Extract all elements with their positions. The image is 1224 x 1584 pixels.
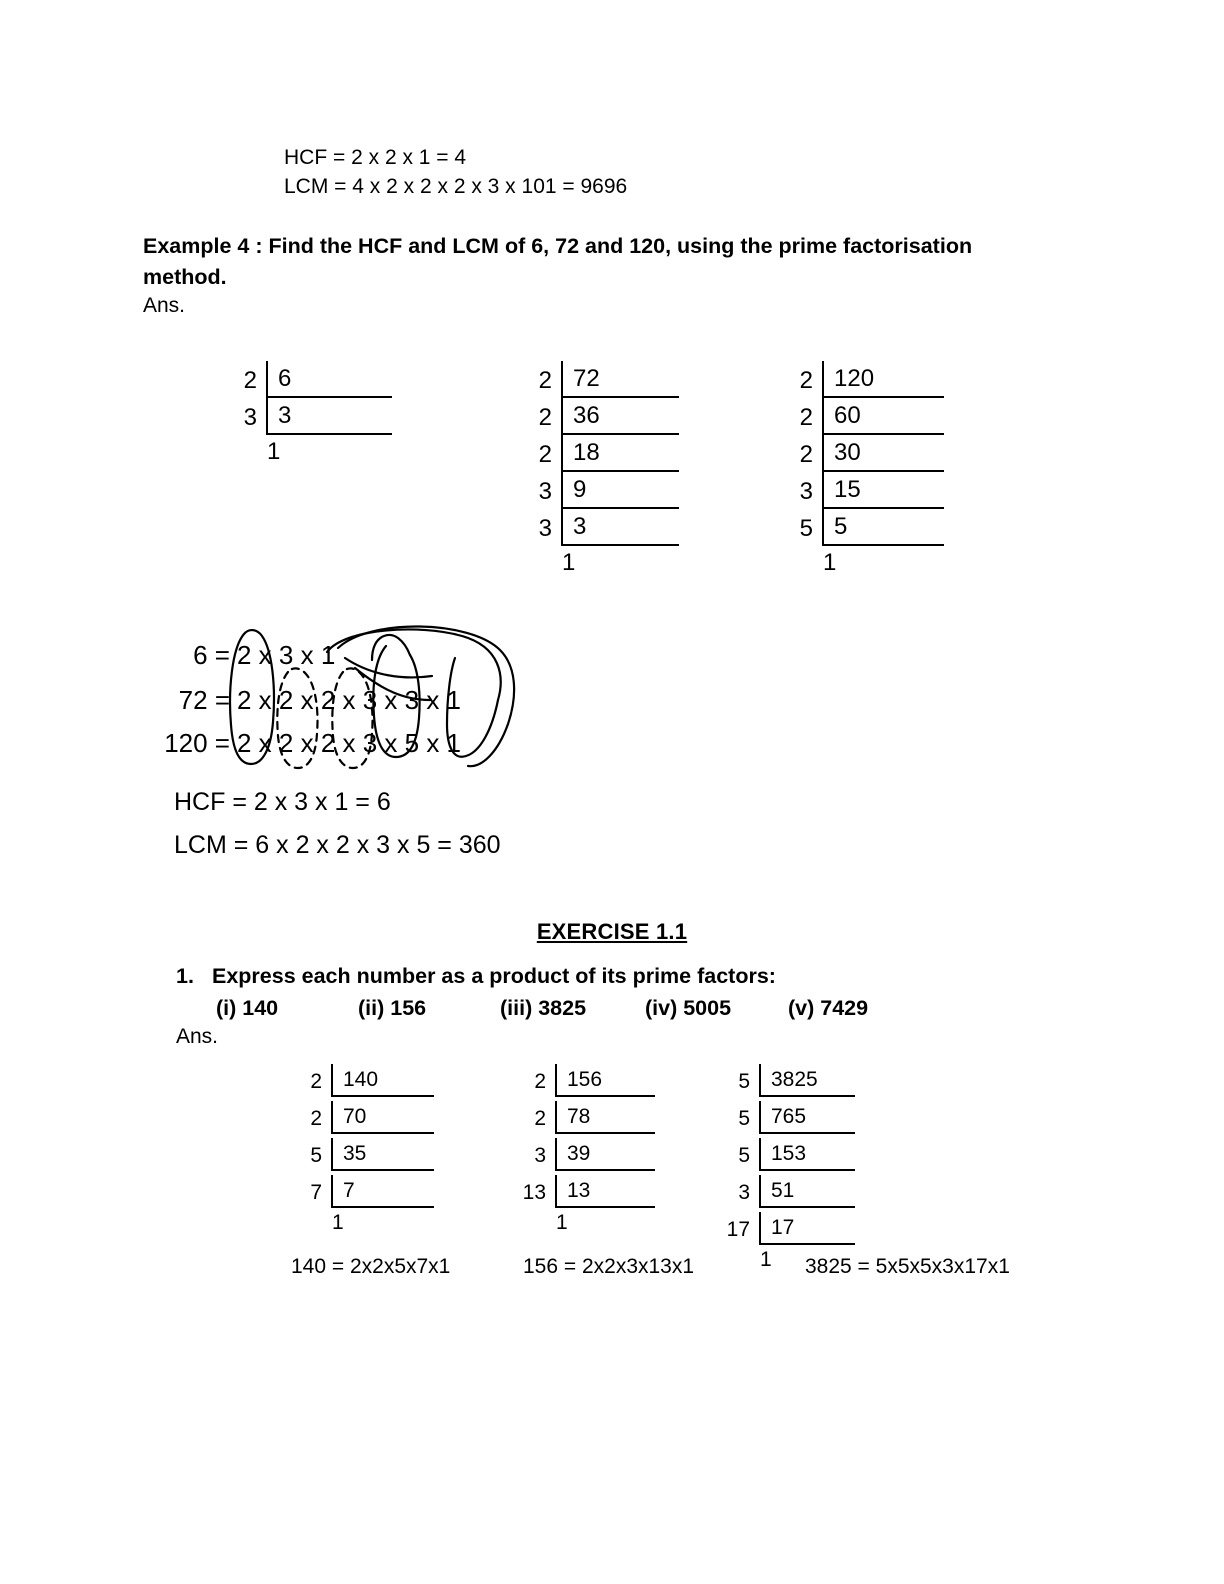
ladder-row bbox=[712, 1134, 856, 1171]
ladder-row bbox=[712, 1208, 856, 1245]
ladder-quotient: 70 bbox=[331, 1101, 434, 1134]
ladder-row bbox=[712, 1060, 856, 1097]
ladder-quotient: 51 bbox=[759, 1175, 855, 1208]
ladder-divisor: 13 bbox=[522, 1181, 546, 1204]
ladder-row bbox=[508, 1060, 656, 1097]
ladder-terminal: 1 bbox=[760, 1248, 772, 1271]
fact-label-120: 120 = bbox=[164, 728, 230, 758]
ladder-divisor: 3 bbox=[538, 515, 552, 542]
question-text: Express each number as a product of its prime factors: bbox=[212, 964, 776, 988]
ladder-divisor: 2 bbox=[799, 404, 813, 431]
ladder-row bbox=[787, 435, 945, 472]
ladder-row bbox=[296, 1097, 435, 1134]
ladder-quotient: 153 bbox=[759, 1138, 855, 1171]
ladder-row bbox=[787, 472, 945, 509]
ladder-row bbox=[231, 398, 393, 435]
question-item-iv: (iv) 5005 bbox=[645, 996, 732, 1020]
product-line-3825: 3825 = 5x5x5x3x17x1 bbox=[805, 1255, 1010, 1278]
ladder-row bbox=[787, 509, 945, 546]
exercise-ans-label: Ans. bbox=[176, 1025, 219, 1048]
ladder-row bbox=[508, 1097, 656, 1134]
ladder-quotient: 39 bbox=[555, 1138, 655, 1171]
ladder-quotient: 765 bbox=[759, 1101, 855, 1134]
question-item-ii: (ii) 156 bbox=[358, 996, 427, 1020]
exercise-title: EXERCISE 1.1 bbox=[536, 919, 688, 944]
ladder-divisor: 2 bbox=[534, 1107, 546, 1130]
ladder-row bbox=[296, 1134, 435, 1171]
ladder-terminal-row bbox=[526, 546, 680, 580]
ladder-row bbox=[508, 1134, 656, 1171]
ladder-quotient: 9 bbox=[561, 472, 679, 509]
top-lcm-line: LCM = 4 x 2 x 2 x 2 x 3 x 101 = 9696 bbox=[284, 175, 628, 198]
ladder-quotient: 3 bbox=[561, 509, 679, 546]
ladder-quotient: 30 bbox=[822, 435, 944, 472]
fact-label-72: 72 = bbox=[178, 685, 230, 715]
question-item-i: (i) 140 bbox=[216, 996, 279, 1020]
ladder-quotient: 78 bbox=[555, 1101, 655, 1134]
ladder-divisor: 3 bbox=[738, 1181, 750, 1204]
ladder-divisor: 2 bbox=[799, 367, 813, 394]
ladder-divisor: 3 bbox=[538, 478, 552, 505]
ladder-terminal-row bbox=[231, 435, 393, 469]
ladder-6 bbox=[231, 361, 393, 469]
lcm-result-line: LCM = 6 x 2 x 2 x 3 x 5 = 360 bbox=[174, 831, 501, 859]
ladder-quotient: 35 bbox=[331, 1138, 434, 1171]
question-number: 1. bbox=[176, 964, 194, 988]
ladder-quotient: 156 bbox=[555, 1064, 655, 1097]
ladder-divisor: 2 bbox=[534, 1070, 546, 1093]
ladder-divisor: 5 bbox=[738, 1070, 750, 1093]
ladder-terminal-row bbox=[787, 546, 945, 580]
product-line-140: 140 = 2x2x5x7x1 bbox=[291, 1255, 451, 1278]
ladder-quotient: 36 bbox=[561, 398, 679, 435]
ladder-divisor: 2 bbox=[799, 441, 813, 468]
ladder-quotient: 13 bbox=[555, 1175, 655, 1208]
ladder-row bbox=[526, 509, 680, 546]
ladder-120 bbox=[787, 361, 945, 580]
ladder-quotient: 7 bbox=[331, 1175, 434, 1208]
fact-row-120: 2 x 2 x 2 x 3 x 5 x 1 bbox=[237, 728, 461, 758]
ladder-140 bbox=[296, 1060, 435, 1238]
fact-row-6: 2 x 3 x 1 bbox=[237, 640, 336, 670]
ladder-terminal-row bbox=[296, 1208, 435, 1238]
ladder-row bbox=[712, 1097, 856, 1134]
ladder-quotient: 18 bbox=[561, 435, 679, 472]
ladder-row bbox=[787, 361, 945, 398]
ladder-divisor: 2 bbox=[310, 1107, 322, 1130]
ladder-row bbox=[231, 361, 393, 398]
ladder-divisor: 3 bbox=[799, 478, 813, 505]
example-ans-label: Ans. bbox=[143, 294, 186, 317]
ladder-quotient: 120 bbox=[822, 361, 944, 398]
ladder-row bbox=[526, 398, 680, 435]
ladder-terminal: 1 bbox=[562, 549, 576, 576]
fact-label-6: 6 = bbox=[193, 640, 230, 670]
ladder-3825 bbox=[712, 1060, 856, 1275]
top-hcf-line: HCF = 2 x 2 x 1 = 4 bbox=[284, 146, 467, 169]
ladder-terminal: 1 bbox=[267, 438, 281, 465]
ladder-divisor: 2 bbox=[538, 441, 552, 468]
ladder-quotient: 5 bbox=[822, 509, 944, 546]
example-heading-line2: method. bbox=[143, 265, 227, 289]
ladder-row bbox=[712, 1171, 856, 1208]
ladder-divisor: 2 bbox=[243, 367, 257, 394]
ladder-divisor: 2 bbox=[310, 1070, 322, 1093]
product-line-156: 156 = 2x2x3x13x1 bbox=[523, 1255, 695, 1278]
fact-row-72: 2 x 2 x 2 x 3 x 3 x 1 bbox=[237, 685, 461, 715]
ladder-divisor: 5 bbox=[738, 1144, 750, 1167]
ladder-row bbox=[526, 472, 680, 509]
ladder-quotient: 140 bbox=[331, 1064, 434, 1097]
ladder-divisor: 3 bbox=[243, 404, 257, 431]
ladder-terminal: 1 bbox=[556, 1211, 568, 1234]
ladder-divisor: 17 bbox=[726, 1218, 750, 1241]
ladder-row bbox=[526, 361, 680, 398]
ladder-terminal: 1 bbox=[332, 1211, 344, 1234]
example-heading-line1: Example 4 : Find the HCF and LCM of 6, 72 and 120, using the prime factorisation bbox=[143, 234, 973, 258]
ladder-quotient: 6 bbox=[266, 361, 392, 398]
ladder-72 bbox=[526, 361, 680, 580]
ladder-divisor: 5 bbox=[310, 1144, 322, 1167]
ladder-quotient: 17 bbox=[759, 1212, 855, 1245]
ladder-quotient: 72 bbox=[561, 361, 679, 398]
ladder-quotient: 3 bbox=[266, 398, 392, 435]
question-item-v: (v) 7429 bbox=[788, 996, 869, 1020]
hcf-result-line: HCF = 2 x 3 x 1 = 6 bbox=[174, 788, 391, 816]
question-item-iii: (iii) 3825 bbox=[500, 996, 587, 1020]
ladder-156 bbox=[508, 1060, 656, 1238]
ladder-divisor: 5 bbox=[799, 515, 813, 542]
ladder-quotient: 60 bbox=[822, 398, 944, 435]
ladder-divisor: 5 bbox=[738, 1107, 750, 1130]
ladder-row bbox=[526, 435, 680, 472]
ladder-row bbox=[296, 1171, 435, 1208]
ladder-quotient: 3825 bbox=[759, 1064, 855, 1097]
ladder-divisor: 3 bbox=[534, 1144, 546, 1167]
ladder-row bbox=[296, 1060, 435, 1097]
ladder-terminal-row bbox=[508, 1208, 656, 1238]
ladder-row bbox=[508, 1171, 656, 1208]
ladder-divisor: 2 bbox=[538, 367, 552, 394]
ladder-quotient: 15 bbox=[822, 472, 944, 509]
ladder-terminal: 1 bbox=[823, 549, 837, 576]
ladder-row bbox=[787, 398, 945, 435]
ladder-divisor: 2 bbox=[538, 404, 552, 431]
ladder-divisor: 7 bbox=[310, 1181, 322, 1204]
